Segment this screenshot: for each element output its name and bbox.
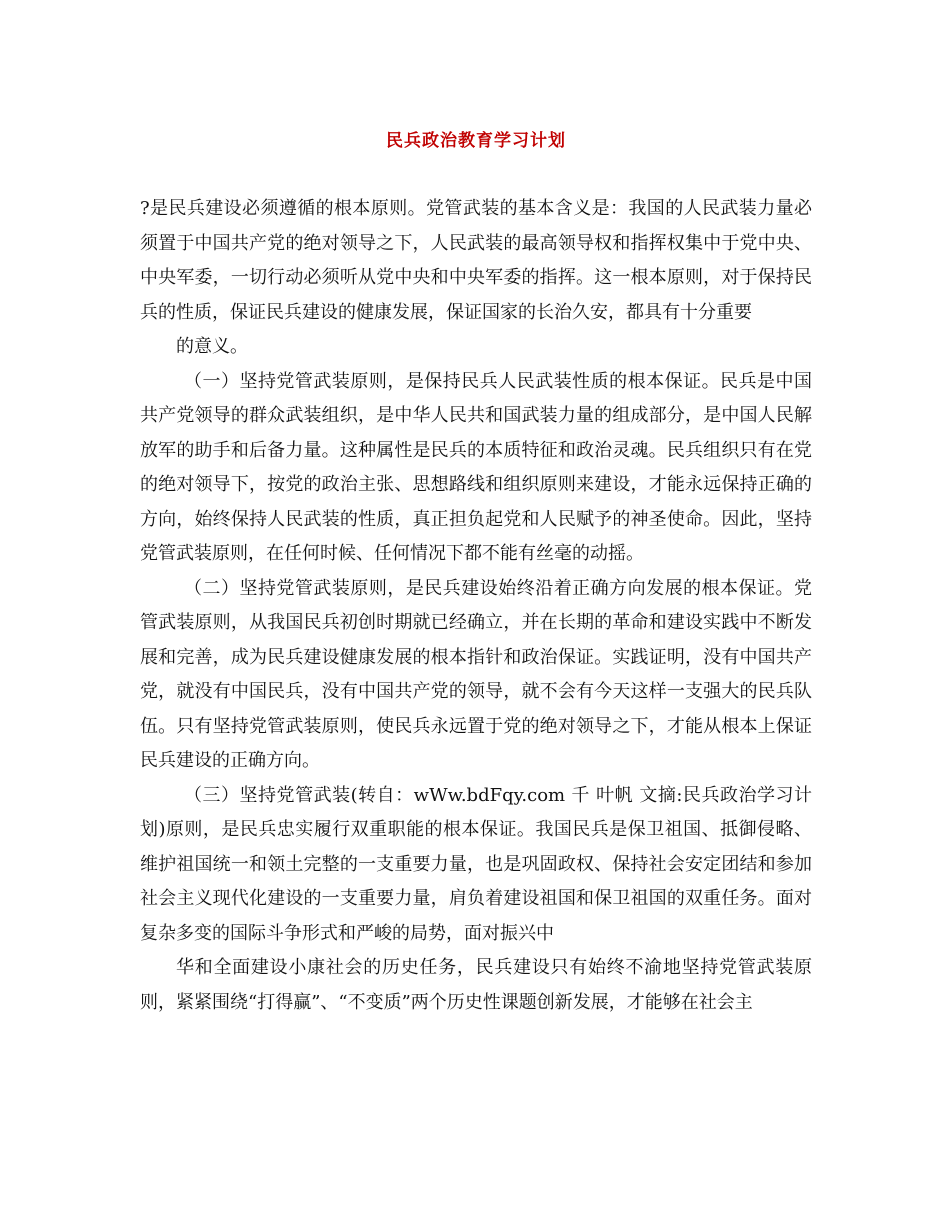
document-title: 民兵政治教育学习计划 xyxy=(386,131,566,151)
paragraph: ?是民兵建设必须遵循的根本原则。党管武装的基本含义是：我国的人民武装力量必须置于中国共产党的绝对领导之下，人民武装的最高领导权和指挥权集中于党中央、中央军委，一切行动必须听从党中央和中央军委的指挥。这一根本原则，对于保持民兵的性质，保证民兵建设的健康发展，保证国家的长治久安，都具有十分重要 xyxy=(140,198,812,323)
document-body xyxy=(140,192,812,1020)
paragraph: 的意义。 xyxy=(176,336,248,357)
paragraph: （二）坚持党管武装原则，是民兵建设始终沿着正确方向发展的根本保证。党管武装原则，从我国民兵初创时期就已经确立，并在长期的革命和建设实践中不断发展和完善，成为民兵建设健康发展的根本指针和政治保证。实践证明，没有中国共产党，就没有中国民兵，没有中国共产党的领导，就不会有今天这样一支强大的民兵队伍。只有坚持党管武装原则，使民兵永远置于党的绝对领导之下，才能从根本上保证民兵建设的正确方向。 xyxy=(140,577,812,771)
paragraph: 华和全面建设小康社会的历史任务，民兵建设只有始终不渝地坚持党管武装原则，紧紧围绕“打得赢”、“不变质”两个历史性课题创新发展，才能够在社会主 xyxy=(140,957,812,1013)
paragraph: （三）坚持党管武装(转自：wWw.bdFqy.com 千 叶帆 文摘:民兵政治学习计划)原则，是民兵忠实履行双重职能的根本保证。我国民兵是保卫祖国、抵御侵略、维护祖国统一和领土完整的一支重要力量，也是巩固政权、保持社会安定团结和参加社会主义现代化建设的一支重要力量，肩负着建设祖国和保卫祖国的双重任务。面对复杂多变的国际斗争形式和严峻的局势，面对振兴中 xyxy=(140,784,812,944)
paragraph: （一）坚持党管武装原则，是保持民兵人民武装性质的根本保证。民兵是中国共产党领导的群众武装组织，是中华人民共和国武装力量的组成部分，是中国人民解放军的助手和后备力量。这种属性是民兵的本质特征和政治灵魂。民兵组织只有在党的绝对领导下，按党的政治主张、思想路线和组织原则来建设，才能永远保持正确的方向，始终保持人民武装的性质，真正担负起党和人民赋予的神圣使命。因此，坚持党管武装原则，在任何时候、任何情况下都不能有丝毫的动摇。 xyxy=(140,370,812,564)
